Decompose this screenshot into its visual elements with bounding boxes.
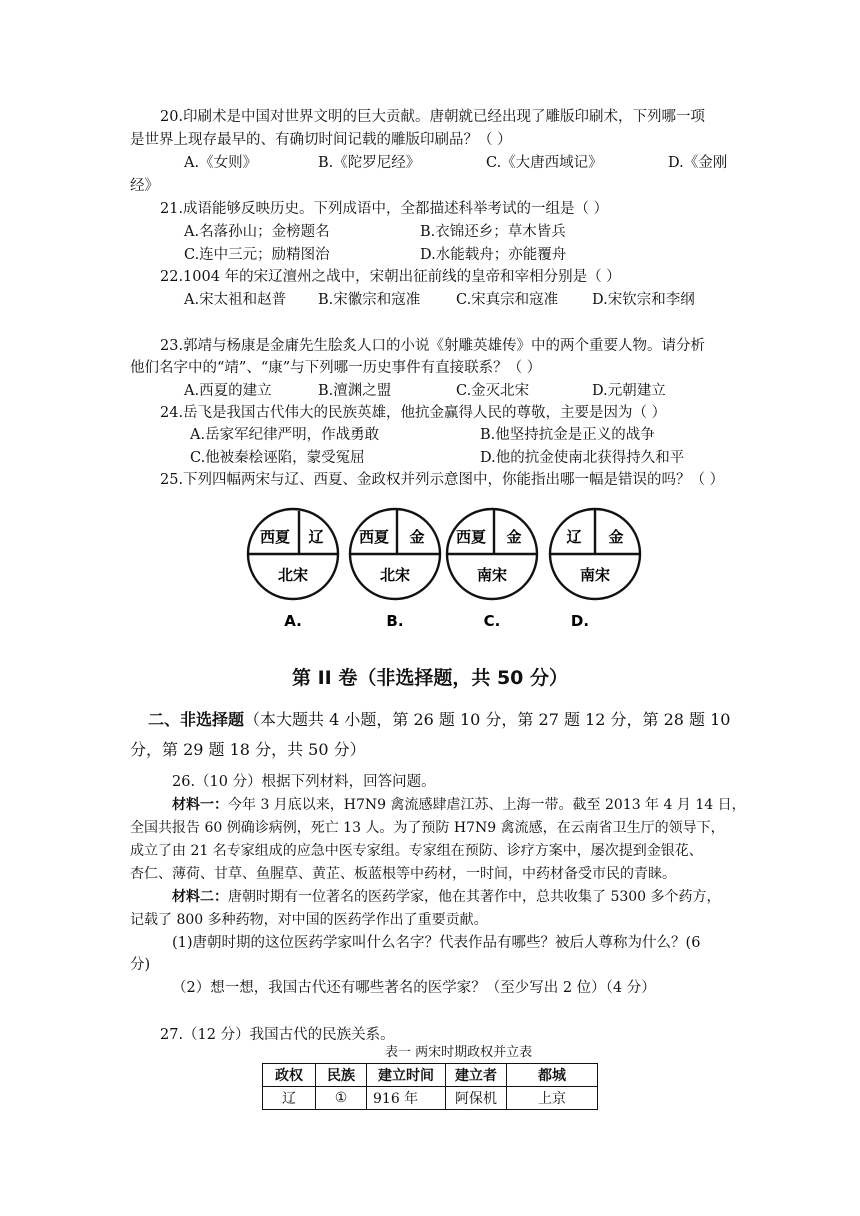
table-header-cell: 民族	[316, 1064, 367, 1087]
part2-title: 第 II 卷（非选择题，共 50 分）	[291, 667, 569, 689]
q21-option-a: A.名落孙山；金榜题名	[184, 224, 330, 240]
q25-d-top-right: 金	[608, 528, 624, 546]
q25-c-top-right: 金	[506, 528, 522, 546]
q22-stem: 22.1004 年的宋辽澶州之战中，宋朝出征前线的皇帝和宰相分别是（ ）	[160, 269, 621, 285]
q21-option-c: C.连中三元；励精图治	[184, 247, 330, 263]
table-cell: 阿保机	[446, 1087, 507, 1110]
q24-option-a: A.岳家军纪律严明，作战勇敢	[190, 427, 380, 443]
q25-a-top-right: 辽	[308, 528, 324, 546]
q22-option-a: A.宋太祖和赵普	[184, 292, 287, 308]
q24-option-b: B.他坚持抗金是正义的战争	[480, 427, 655, 443]
q25-b-top-left: 西夏	[358, 528, 390, 546]
q25-a-label: A.	[284, 612, 302, 630]
q25-diagram	[240, 500, 660, 640]
q23-option-c: C.金灭北宋	[456, 383, 530, 399]
q21-option-d: D.水能载舟；亦能覆舟	[420, 247, 567, 263]
part2-heading-bold: 二、非选择题	[148, 710, 245, 729]
q24-option-c: C.他被秦桧诬陷，蒙受冤屈	[190, 450, 365, 466]
q24-stem: 24.岳飞是我国古代伟大的民族英雄，他抗金赢得人民的尊敬，主要是因为（ ）	[160, 405, 667, 421]
q27-table-caption: 表一 两宋时期政权并立表	[385, 1045, 533, 1060]
q25-c-label: C.	[483, 612, 501, 630]
q22-option-c: C.宋真宗和寇准	[456, 292, 559, 308]
q25-d-bottom: 南宋	[579, 566, 611, 584]
table-row	[263, 1087, 598, 1110]
table-header-cell: 政权	[263, 1064, 316, 1087]
table-cell: ①	[316, 1087, 367, 1110]
q27-table	[262, 1063, 598, 1110]
q26-material1-line3: 成立了由 21 名专家组成的应急中医专家组。专家组在预防、诊疗方案中，屡次提到金银花、	[130, 843, 703, 859]
q27-stem: 27.（12 分）我国古代的民族关系。	[160, 1027, 395, 1043]
q21-option-b: B.衣锦还乡；草木皆兵	[420, 224, 566, 240]
q20-option-c: C.《大唐西域记》	[486, 155, 603, 171]
part2-heading	[148, 708, 730, 732]
q24-option-d: D.他的抗金使南北获得持久和平	[480, 450, 685, 466]
q26-part2: （2）想一想，我国古代还有哪些著名的医学家？（至少写出 2 位）（4 分）	[172, 980, 656, 996]
q20-option-a: A.《女则》	[184, 155, 258, 171]
q26-material1-line1	[172, 795, 746, 815]
q25-c-bottom: 南宋	[476, 566, 508, 584]
q26-material1-line4: 杏仁、薄荷、甘草、鱼腥草、黄芷、板蓝根等中药材，一时间，中药材备受市民的青睐。	[130, 866, 676, 882]
q26-material1-line2: 全国共报告 60 例确诊病例，死亡 13 人。为了预防 H7N9 禽流感，在云南省卫生厅的领导下，	[130, 820, 725, 836]
q22-option-d: D.宋钦宗和李纲	[592, 292, 695, 308]
q26-material1-label: 材料一：	[172, 797, 228, 813]
q20-option-d-continued: 经》	[130, 178, 159, 194]
q25-stem: 25.下列四幅两宋与辽、西夏、金政权并列示意图中，你能指出哪一幅是错误的吗？（ ）	[160, 472, 725, 488]
table-header-cell: 都城	[507, 1064, 598, 1087]
table-cell: 916 年	[367, 1087, 446, 1110]
q26-material1-text1: 今年 3 月底以来，H7N9 禽流感肆虐江苏、上海一带。截至 2013 年 4 月 14 日，	[228, 797, 746, 813]
part2-heading-line2: 分，第 29 题 18 分，共 50 分）	[130, 740, 366, 759]
q23-stem-line2: 他们名字中的“靖”、“康”与下列哪一历史事件有直接联系？（ ）	[130, 360, 542, 376]
q25-b-bottom: 北宋	[379, 566, 411, 584]
q25-d-top-left: 辽	[566, 528, 582, 546]
q26-part1-line1: (1)唐朝时期的这位医药学家叫什么名字？代表作品有哪些？被后人尊称为什么？(6	[172, 935, 701, 951]
q25-c-top-left: 西夏	[455, 528, 487, 546]
q26-part1-line2: 分)	[130, 957, 151, 973]
q26-material2-line1	[172, 887, 721, 907]
q25-a-bottom: 北宋	[277, 566, 309, 584]
q26-material2-label: 材料二：	[172, 889, 228, 905]
q25-b-label: B.	[386, 612, 404, 630]
q20-stem-line2: 是世界上现存最早的、有确切时间记载的雕版印刷品？（ ）	[130, 132, 512, 148]
q21-stem: 21.成语能够反映历史。下列成语中，全都描述科举考试的一组是（ ）	[160, 201, 609, 217]
table-header-cell: 建立时间	[367, 1064, 446, 1087]
q23-option-d: D.元朝建立	[592, 383, 666, 399]
q20-option-b: B.《陀罗尼经》	[318, 155, 421, 171]
q23-option-b: B.澶渊之盟	[318, 383, 392, 399]
part2-heading-rest: （本大题共 4 小题，第 26 题 10 分，第 27 题 12 分，第 28 题 10	[244, 710, 731, 729]
q22-option-b: B.宋徽宗和寇准	[318, 292, 421, 308]
table-header-row	[263, 1064, 598, 1087]
q20-option-d: D.《金刚	[668, 155, 728, 171]
q25-circle-a	[248, 509, 338, 630]
q26-stem: 26.（10 分）根据下列材料，回答问题。	[172, 774, 436, 790]
q20-stem-line1: 20.印刷术是中国对世界文明的巨大贡献。唐朝就已经出现了雕版印刷术，下列哪一项	[160, 109, 706, 125]
table-header-cell: 建立者	[446, 1064, 507, 1087]
q25-a-top-left: 西夏	[259, 528, 291, 546]
q25-circle-c	[447, 509, 537, 630]
q26-material2-line2: 记载了 800 多种药物，对中国的医药学作出了重要贡献。	[130, 912, 488, 928]
table-cell: 辽	[263, 1087, 316, 1110]
q23-stem-line1: 23.郭靖与杨康是金庸先生脍炙人口的小说《射雕英雄传》中的两个重要人物。请分析	[160, 338, 706, 354]
q25-d-label: D.	[570, 612, 590, 630]
q25-b-top-right: 金	[409, 528, 425, 546]
q23-option-a: A.西夏的建立	[184, 383, 272, 399]
q25-circle-b	[350, 509, 440, 630]
table-cell: 上京	[507, 1087, 598, 1110]
q26-material2-text1: 唐朝时期有一位著名的医药学家，他在其著作中，总共收集了 5300 多个药方，	[228, 889, 721, 905]
q25-circle-d	[550, 509, 640, 630]
